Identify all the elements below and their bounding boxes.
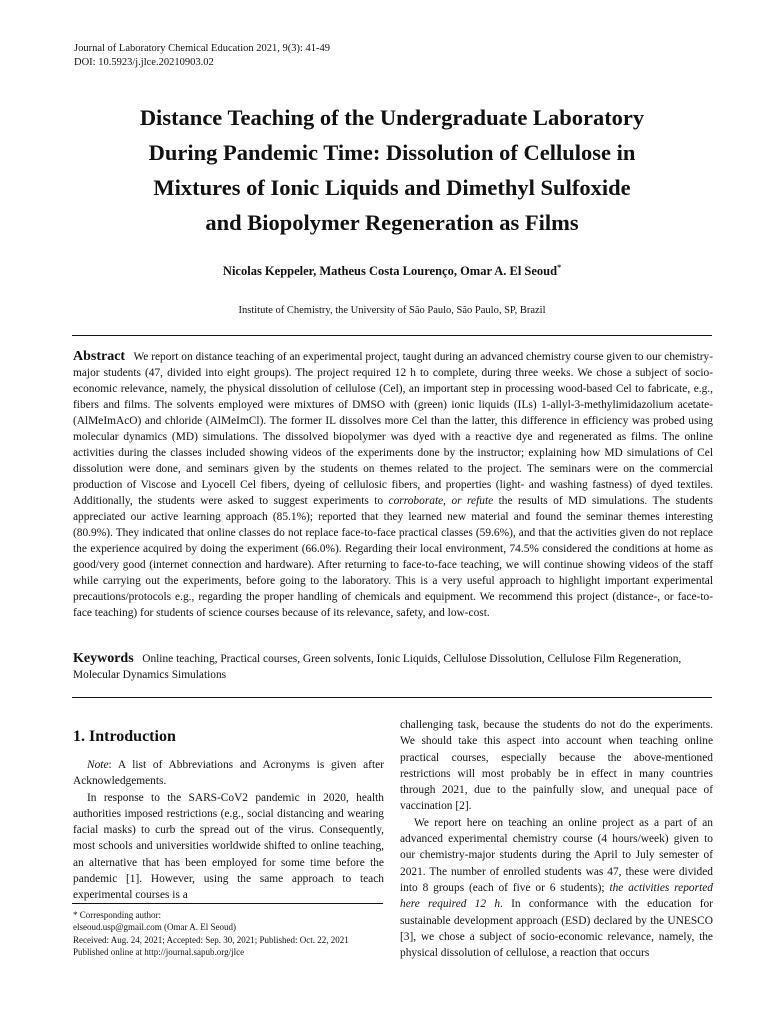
footnote <box>73 909 384 958</box>
title-line: During Pandemic Time: Dissolution of Cellulose in <box>148 140 636 165</box>
corresponding-mark: * <box>557 263 562 272</box>
keywords-heading: Keywords <box>73 651 134 666</box>
author-names: Nicolas Keppeler, Matheus Costa Lourenço, Omar A. El Seoud <box>222 264 558 279</box>
author-list <box>72 263 712 279</box>
section-divider <box>72 697 712 698</box>
abstract-text: We report on distance teaching of an experimental project, taught during an advanced chemistry course given to our chemistry-major students (47, divided into eight groups). The project required 12 h to complete, during three weeks. We chose a subject of socio-economic relevance, namely, the physical dissolution of cellulose (Cel), an important step in processing wood-based Cel to fabricate, e.g., fibers and films. The solvents employed were mixtures of DMSO with (green) ionic liquids (ILs) 1-allyl-3-methylimidazolium acetate- (AlMeImAcO) and chloride (AlMeImCl). The former IL dissolves more Cel than the latter, this difference in efficiency was probed using molecular dynamics (MD) simulations. The dissolved biopolymer was dyed with a reactive dye and regenerated as films. The online activities during the classes included showing videos of the experiments done by the instructor; explaining how MD simulations of Cel dissolution were done, and seminars given by the students on themes related to the project. The seminars were on the commercial production of Viscose and Lyocell Cel fibers, dyeing of cellulosic fibers, and properties (light- and washing fastness) of dyed textiles. Additionally, the students were asked to suggest experiments to <box>73 351 714 507</box>
footnote-divider <box>72 903 383 904</box>
paragraph-text: . In conformance with the education for sustainable development approach (ESD) declared by the UNESCO [3], we chose a subject of socio-economic relevance, namely, the physical dissolution of cellulose, a reaction that occurs <box>400 898 713 960</box>
note-label: Note <box>87 759 109 771</box>
paragraph-text: We report here on teaching an online project as a part of an advanced experimental chemistry course (4 hours/week) given to our chemistry-major students during the April to July semester of 2021. The number of enrolled students was 47, these were divided into 8 groups (each of five or 6 students); <box>400 816 713 894</box>
intro-paragraph: In response to the SARS-CoV2 pandemic in 2020, health authorities imposed restrictions (e.g., social distancing and wearing facial masks) to curb the spread out of the virus. Consequently, most schools and universities worldwide shifted to online teaching, an alternative that has been employed for some time before the pandemic [1]. However, using the same approach to teach experimental courses is a <box>73 791 384 902</box>
note-text: : A list of Abbreviations and Acronyms is given after Acknowledgements. <box>73 759 384 788</box>
title-line: Distance Teaching of the Undergraduate Laboratory <box>139 105 645 130</box>
header-divider <box>72 335 712 336</box>
title-line: and Biopolymer Regeneration as Films <box>205 210 579 235</box>
corresponding-author: * Corresponding author: <box>73 910 161 920</box>
title-line: Mixtures of Ionic Liquids and Dimethyl Sulfoxide <box>153 175 631 200</box>
abstract-emphasis: corroborate, or refute <box>388 495 494 507</box>
note-paragraph <box>73 757 384 790</box>
online-url: Published online at http://journal.sapub.org/jlce <box>73 946 245 957</box>
paragraph-emphasis: the activities reported here required 12 h <box>400 881 713 911</box>
journal-citation: Journal of Laboratory Chemical Education 2021, 9(3): 41-49 <box>74 43 331 54</box>
introduction-heading: 1. Introduction <box>73 728 176 745</box>
keywords-section <box>73 651 713 683</box>
journal-doi: DOI: 10.5923/j.jlce.20210903.02 <box>74 57 214 68</box>
abstract-text: the results of MD simulations. The students appreciated our active learning approach (85.1%); reported that they learned new material and found the seminar themes interesting (80.9%). They indicated that online classes do not replace face-to-face practical classes (59.6%), and that the activities given do not replace the experience acquired by doing the experiment (66.0%). Regarding their local environment, 74.5% considered the conditions at home as good/very good (internet connection and hardware). After returning to face-to-face teaching, we will continue showing videos of the staff while carrying out the experiments, before going to the laboratory. This is a very useful approach to highlight important experimental precautions/protocols e.g., regarding the proper handling of chemicals and equipment. We recommend this project (distance-, or face-to-face teaching) for students of science courses because of its relevance, safety, and low-cost. <box>73 495 713 619</box>
keywords-text: Online teaching, Practical courses, Green solvents, Ionic Liquids, Cellulose Dissolution, Cellulose Film Regeneration, Molecular Dynamics Simulations <box>73 653 682 681</box>
abstract-heading: Abstract <box>73 349 126 364</box>
paper-title <box>72 100 712 240</box>
paragraph <box>400 815 713 962</box>
affiliation: Institute of Chemistry, the University of São Paulo, São Paulo, SP, Brazil <box>238 305 546 316</box>
abstract-section <box>73 349 713 621</box>
paragraph: challenging task, because the students do not do the experiments. We should take this aspect into account when teaching online practical courses, especially because the above-mentioned restrictions will most probably be in effect in many countries through 2021, due to the painfully slow, and unequal pace of vaccination [2]. <box>400 719 713 813</box>
publication-dates: Received: Aug. 24, 2021; Accepted: Sep. 30, 2021; Published: Oct. 22, 2021 <box>73 934 349 945</box>
left-column <box>73 726 384 904</box>
author-email: elseoud.usp@gmail.com (Omar A. El Seoud) <box>73 922 237 933</box>
right-column <box>400 717 713 961</box>
journal-header <box>74 42 330 70</box>
